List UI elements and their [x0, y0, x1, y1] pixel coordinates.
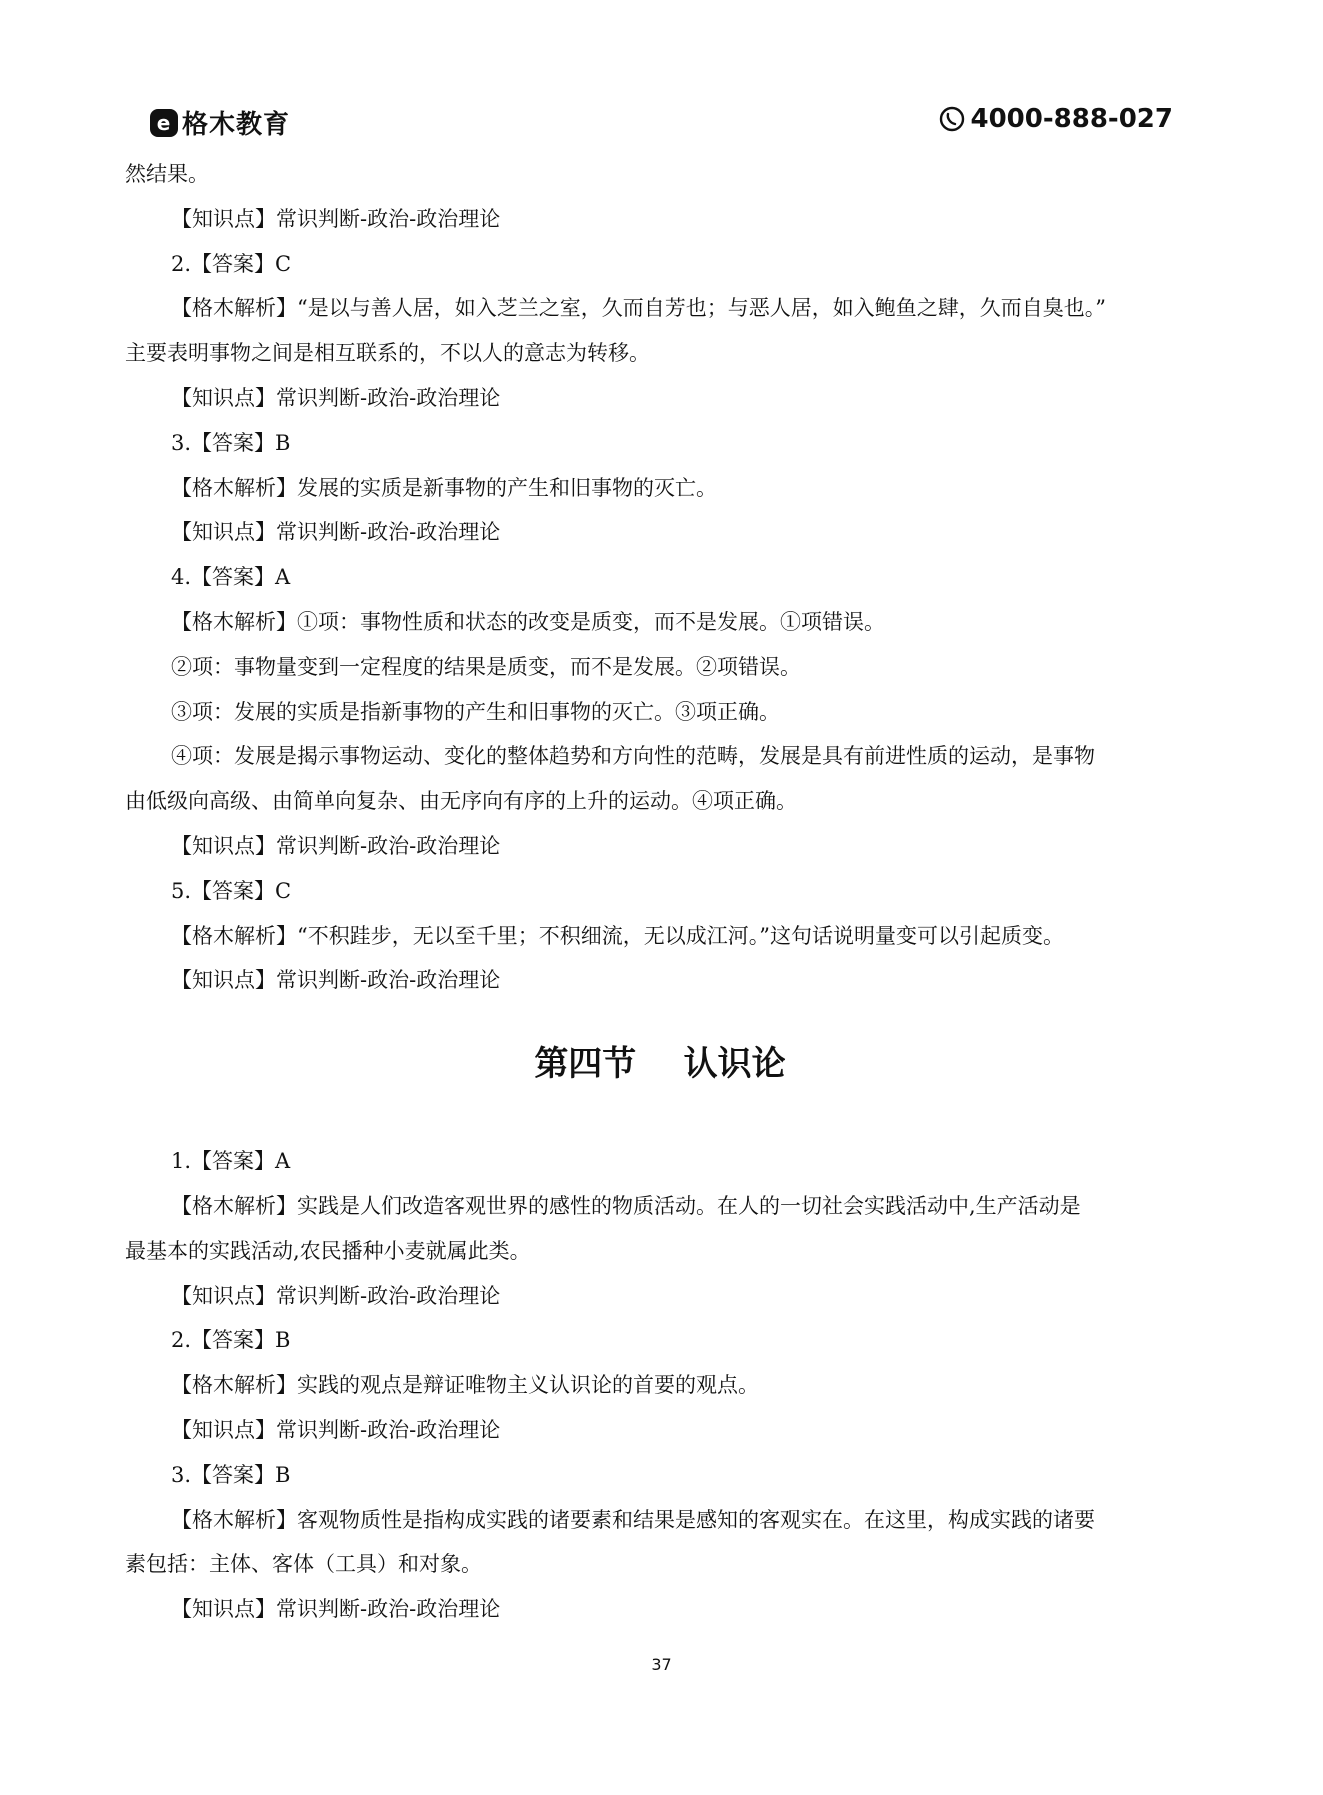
phone-contact: [939, 104, 1174, 134]
brand-logo: [150, 104, 290, 141]
text-line: 【知识点】常识判断-政治-政治理论: [171, 206, 501, 231]
page-content: [125, 152, 1195, 1632]
text-line: 2.【答案】B: [171, 1328, 291, 1353]
text-line: 3.【答案】B: [171, 1462, 291, 1487]
text-line: 然结果。: [125, 162, 209, 186]
brand-name: 格木教育: [182, 110, 291, 140]
text-line: 4.【答案】A: [171, 565, 291, 590]
text-line: 【格木解析】发展的实质是新事物的产生和旧事物的灭亡。: [171, 475, 717, 500]
text-line: 【知识点】常识判断-政治-政治理论: [171, 1597, 501, 1622]
text-line: 【知识点】常识判断-政治-政治理论: [171, 520, 501, 545]
text-line: 【知识点】常识判断-政治-政治理论: [171, 1283, 501, 1308]
text-line: 【知识点】常识判断-政治-政治理论: [171, 968, 501, 993]
text-line: 【格木解析】“是以与善人居，如入芝兰之室，久而自芳也；与恶人居，如入鲍鱼之肆，久而自臭也。”: [171, 296, 1106, 321]
answer-section-1: [125, 152, 1195, 1003]
text-line: 5.【答案】C: [171, 878, 292, 903]
text-line: 【知识点】常识判断-政治-政治理论: [171, 1417, 501, 1442]
text-line: 由低级向高级、由简单向复杂、由无序向有序的上升的运动。④项正确。: [125, 789, 797, 814]
text-line: 主要表明事物之间是相互联系的，不以人的意志为转移。: [125, 341, 650, 366]
section-title: 第四节 认识论: [534, 1044, 786, 1085]
page-number: 37: [651, 1655, 672, 1674]
logo-mark-icon: e: [150, 109, 178, 137]
text-line: 【格木解析】客观物质性是指构成实践的诸要素和结果是感知的客观实在。在这里，构成实践的诸要: [171, 1507, 1095, 1532]
text-line: ②项：事物量变到一定程度的结果是质变，而不是发展。②项错误。: [171, 654, 801, 679]
phone-number: 4000-888-027: [970, 104, 1173, 134]
text-line: 【格木解析】①项：事物性质和状态的改变是质变，而不是发展。①项错误。: [171, 609, 885, 634]
text-line: ④项：发展是揭示事物运动、变化的整体趋势和方向性的范畴，发展是具有前进性质的运动，是事物: [171, 744, 1095, 769]
text-line: 2.【答案】C: [171, 251, 292, 276]
text-line: 素包括：主体、客体（工具）和对象。: [125, 1552, 482, 1577]
text-line: 【格木解析】实践是人们改造客观世界的感性的物质活动。在人的一切社会实践活动中,生产活动是: [171, 1193, 1081, 1218]
text-line: 3.【答案】B: [171, 430, 291, 455]
answer-section-2: [125, 1139, 1195, 1632]
phone-icon: [939, 106, 965, 132]
text-line: 最基本的实践活动,农民播种小麦就属此类。: [125, 1238, 531, 1263]
text-line: 【格木解析】“不积跬步，无以至千里；不积细流，无以成江河。”这句话说明量变可以引起质变。: [171, 923, 1064, 948]
text-line: ③项：发展的实质是指新事物的产生和旧事物的灭亡。③项正确。: [171, 699, 780, 724]
text-line: 【格木解析】实践的观点是辩证唯物主义认识论的首要的观点。: [171, 1373, 759, 1398]
page-header: [150, 104, 1173, 138]
text-line: 【知识点】常识判断-政治-政治理论: [171, 385, 501, 410]
text-line: 1.【答案】A: [171, 1149, 291, 1174]
text-line: 【知识点】常识判断-政治-政治理论: [171, 833, 501, 858]
